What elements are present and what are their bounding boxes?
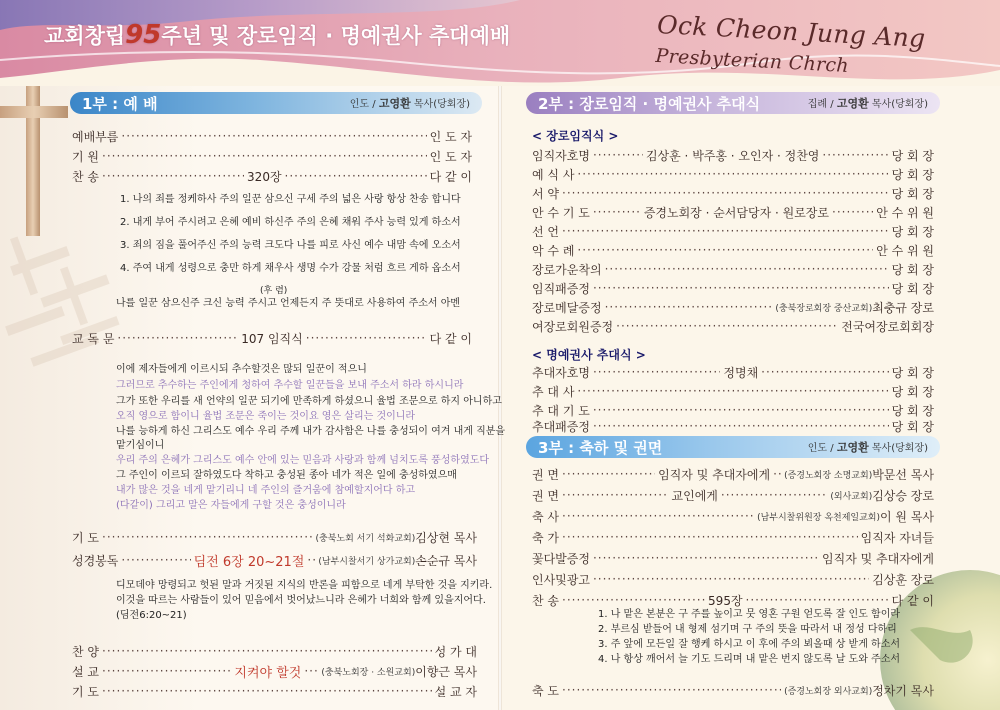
subsection-honorary-deaconess: < 명예권사 추대식 > — [532, 348, 646, 362]
program-row: 설 교 ····· 지켜야 할것 ····· (충북노회장 · 소원교회) 이향근 목사 — [72, 661, 477, 681]
subsection-elder-ordination: < 장로임직식 > — [532, 129, 619, 143]
reading-line: 나를 능하게 하신 그리스도 예수 우리 주께 내가 감사함은 나를 충성되이 여겨 내게 직분을 — [116, 426, 506, 437]
program-row: 서 약 ····· 당 회 장 — [532, 183, 934, 203]
header-banner — [0, 0, 1000, 92]
reading-line: 오직 영으로 함이니 율법 조문은 죽이는 것이요 영은 살리는 것이니라 — [116, 411, 416, 422]
program-row: 기 도 ····· (충북노회 서기 석화교회) 김상현 목사 — [72, 527, 477, 547]
part2-leader: 집례 / 고영환 목사(당회장) — [807, 97, 928, 110]
program-row: 추 대 사 ····· 당 회 장 — [532, 381, 934, 401]
scripture-text: 디모데야 망령되고 헛된 말과 거짓된 지식의 반론을 피함으로 네게 부탁한 것을 지키라. 이것을 따르는 사람들이 있어 믿음에서 벗어났느니라 은혜가 너희와 함께 있을지어다. (딤전6:20~21) — [116, 580, 493, 621]
part1-leader: 인도 / 고영환 목사(당회장) — [349, 97, 470, 110]
program-row: 장로메달증정 ····· (충북장로회장 중산교회) 최충규 장로 — [532, 297, 934, 317]
program-row: 찬 송 ····· 595장 ····· 다 같 이 — [532, 590, 934, 610]
program-row: 추대패증정 ····· 당 회 장 — [532, 416, 934, 436]
reading-line: 맡기심이니 — [116, 440, 165, 451]
program-row: 교 독 문 ····· 107 임직식 ····· 다 같 이 — [72, 328, 472, 348]
part3-leader: 인도 / 고영환 목사(당회장) — [807, 441, 928, 454]
hymn-chorus: 나를 일꾼 삼으신주 크신 능력 주시고 언제든지 주 뜻대로 사용하여 주소서 아멘 — [116, 298, 461, 309]
reading-line: 그가 또한 우리를 새 언약의 일꾼 되기에 만족하게 하셨으니 율법 조문으로 하지 아니하고 — [116, 396, 502, 407]
reading-line: 그 주인이 이르되 잘하였도다 착하고 충성된 종아 네가 적은 일에 충성하였으매 — [116, 470, 457, 481]
reading-line: 이에 제자들에게 이르시되 추수할것은 많되 일꾼이 적으니 — [116, 364, 367, 375]
program-row: 장로가운착의 ····· 당 회 장 — [532, 259, 934, 279]
reading-line: (다같이) 그리고 말은 자들에게 구할 것은 충성이니라 — [116, 500, 346, 511]
program-row: 임직자호명 ····· 김상훈 · 박주홍 · 오인자 · 정찬영 ····· 당 회 장 — [532, 145, 934, 165]
page-title: 교회창립95주년 및 장로임직 · 명예권사 추대예배 — [44, 20, 511, 50]
part3-title: 3부 : 축하 및 권면 — [538, 438, 663, 457]
program-row: 여장로회원증정 ····· 전국여장로회회장 — [532, 316, 934, 336]
program-row: 성경봉독 ····· 딤전 6장 20~21절 ····· (남부시찰서기 상가교회) 손순규 목사 — [72, 550, 477, 570]
reading-line: 그러므로 추수하는 주인에게 청하여 추수할 일꾼들을 보내 주소서 하라 하시니라 — [116, 380, 464, 391]
hymn-chorus-label: (후 렴) — [260, 286, 288, 296]
part1-title: 1부 : 예 배 — [82, 94, 158, 113]
program-row: 축 도 ····· (증경노회장 외사교회) 정차기 목사 — [532, 680, 934, 700]
program-row: 축 가 ····· 임직자 자녀들 — [532, 527, 934, 547]
program-row: 축 사 ····· (남부시찰위원장 옥천제일교회) 이 원 목사 — [532, 506, 934, 526]
program-row: 예배부름 ····· 인 도 자 — [72, 126, 472, 146]
section-bar-part2 — [526, 92, 940, 114]
reading-line: 우리 주의 은혜가 그리스도 예수 안에 있는 믿음과 사랑과 함께 넘치도록 풍성하였도다 — [116, 455, 490, 466]
hymn-lyrics: 1. 나의 죄를 정케하사 주의 일꾼 삼으신 구세 주의 넓은 사랑 항상 찬송 합니다 2. 내게 부어 주시려고 은혜 예비 하신주 주의 은혜 채워 주사 능력 있게 하소서 3. 죄의 짐을 풀어주신 주의 능력 크도다 나를 피로 사신 예수 내맘 속에 오소서 4. 주여 내게 성령으로 충만 하게 채우사 생명 수가 강물 처럼 흐르 게하 옵소서 — [120, 194, 461, 274]
section-bar-part3 — [526, 436, 940, 458]
part2-title: 2부 : 장로임직 · 명예권사 추대식 — [538, 94, 761, 113]
program-row: 기 원 ····· 인 도 자 — [72, 146, 472, 166]
program-row: 권 면 ····· 임직자 및 추대자에게 ····· (증경노회장 소명교회) 박문선 목사 — [532, 464, 934, 484]
program-row: 권 면 ····· 교인에게 ····· (외사교회) 김상승 장로 — [532, 485, 934, 505]
program-row: 선 언 ····· 당 회 장 — [532, 221, 934, 241]
program-row: 기 도 ····· 설 교 자 — [72, 681, 477, 701]
program-row: 꽃다발증정 ····· 임직자 및 추대자에게 — [532, 548, 934, 568]
section-bar-part1 — [70, 92, 482, 114]
hymn-lyrics-closing: 1. 나 맡은 본분은 구 주를 높이고 뭇 영혼 구원 얻도록 잘 인도 함이라 2. 부르심 받들어 내 형제 섬기며 구 주의 뜻을 따라서 내 정성 다하리 3. 주 앞에 모든일 잘 행케 하시고 이 후에 주의 뵈올때 상 받게 하소서 4. 나 항상 깨어서 늘 기도 드리며 내 맡은 번지 않도록 날 도와 주소서 — [598, 609, 901, 665]
program-row: 임직패증정 ····· 당 회 장 — [532, 278, 934, 298]
church-english-name: Ock Cheon Jung Ang Presbyterian Chrch — [655, 10, 927, 78]
program-row: 추대자호명 ····· 정명채 ····· 당 회 장 — [532, 362, 934, 382]
program-row: 예 식 사 ····· 당 회 장 — [532, 164, 934, 184]
program-row: 추 대 기 도 ····· 당 회 장 — [532, 400, 934, 420]
program-row: 안 수 기 도 ····· 증경노회장 · 순서담당자 · 원로장로 ····· 안 수 위 원 — [532, 202, 934, 222]
reading-line: 내가 많은 것을 네게 맡기리니 네 주인의 즐거움에 참예할지어다 하고 — [116, 485, 416, 496]
program-row: 악 수 례 ····· 안 수 위 원 — [532, 240, 934, 260]
program-row: 찬 송 ····· 320장 ····· 다 같 이 — [72, 166, 472, 186]
program-row: 인사및광고 ····· 김상훈 장로 — [532, 569, 934, 589]
program-row: 찬 양 ····· 성 가 대 — [72, 641, 477, 661]
